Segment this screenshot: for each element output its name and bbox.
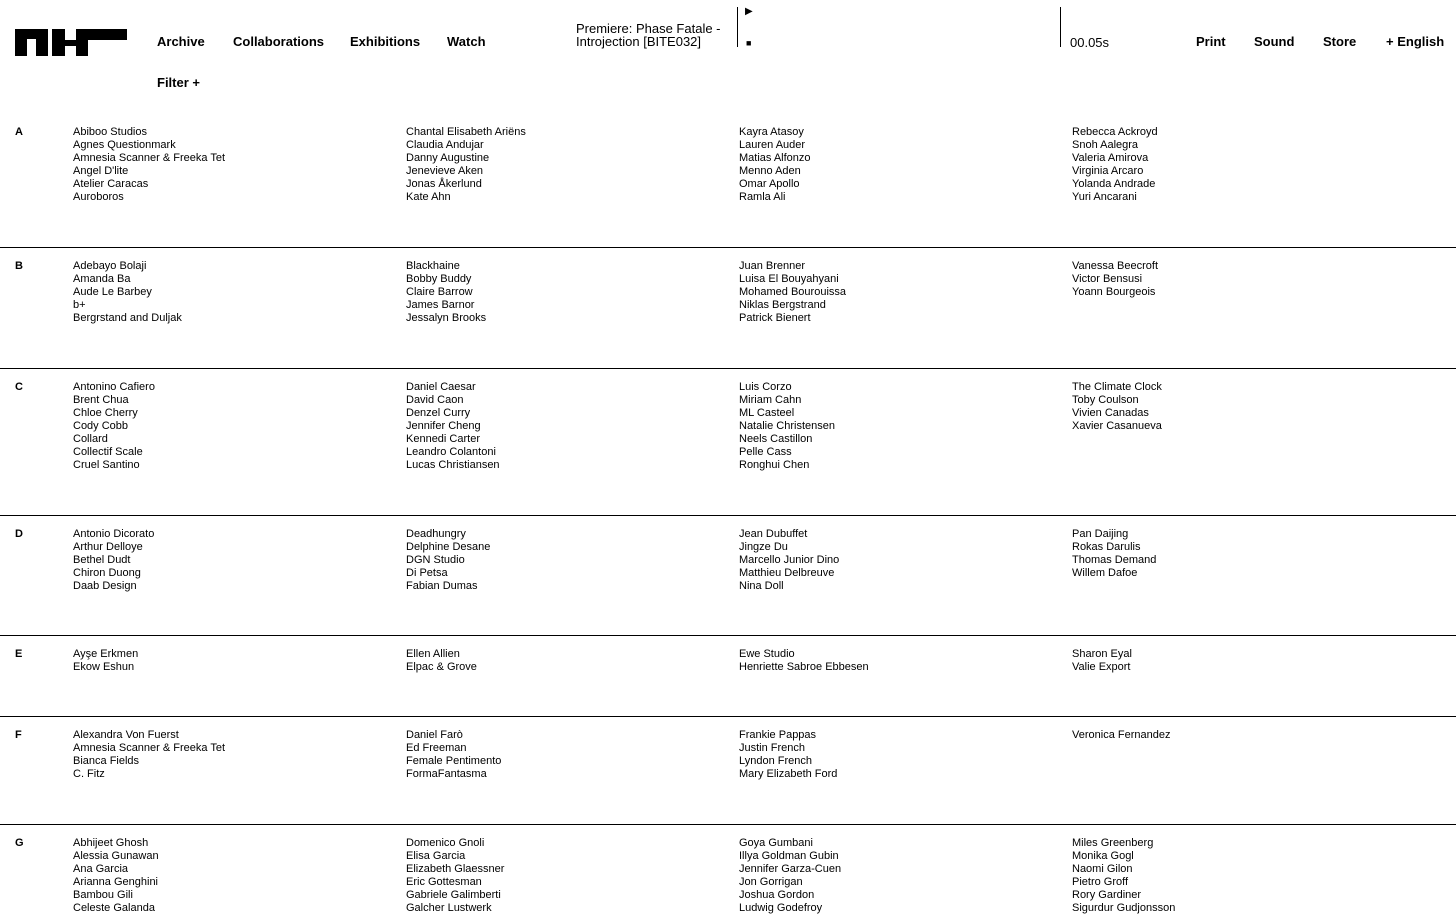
collaborator-link[interactable]: Angel D'lite <box>73 165 129 177</box>
collaborator-link[interactable]: Valeria Amirova <box>1072 152 1149 164</box>
collaborator-link[interactable]: Lyndon French <box>739 755 812 767</box>
collaborator-link[interactable]: Bethel Dudt <box>73 554 131 566</box>
collaborator-link[interactable]: Female Pentimento <box>406 755 502 767</box>
collaborator-link[interactable]: Amnesia Scanner & Freeka Tet <box>73 152 226 164</box>
collaborator-link[interactable]: Luis Corzo <box>739 381 792 393</box>
collaborator-link[interactable]: Daniel Caesar <box>406 381 476 393</box>
collaborator-link[interactable]: Matthieu Delbreuve <box>739 567 835 579</box>
collaborator-link[interactable]: Arianna Genghini <box>73 876 159 888</box>
collaborator-link[interactable]: Joshua Gordon <box>739 889 815 901</box>
collaborator-link[interactable]: Auroboros <box>73 191 124 203</box>
collaborator-link[interactable]: Pan Daijing <box>1072 528 1129 540</box>
collaborator-link[interactable]: Deadhungry <box>406 528 466 540</box>
collaborator-link[interactable]: Sigurdur Gudjonsson <box>1072 902 1176 914</box>
collaborator-link[interactable]: Frankie Pappas <box>739 729 817 741</box>
name-column <box>1072 837 1392 915</box>
collaborator-link[interactable]: Abhijeet Ghosh <box>73 837 149 849</box>
collaborator-link[interactable]: Bobby Buddy <box>406 273 472 285</box>
collaborator-link[interactable]: Jean Dubuffet <box>739 528 808 540</box>
collaborator-link[interactable]: Daab Design <box>73 580 137 592</box>
letter-heading: C <box>15 381 23 393</box>
collaborator-link[interactable]: Collectif Scale <box>73 446 143 458</box>
name-column <box>739 837 1059 915</box>
collaborator-link[interactable]: Omar Apollo <box>739 178 800 190</box>
collaborator-link[interactable]: Collard <box>73 433 108 445</box>
collaborator-link[interactable]: Naomi Gilon <box>1072 863 1133 875</box>
collaborator-link[interactable]: Elpac & Grove <box>406 661 477 673</box>
collaborator-link[interactable]: Natalie Christensen <box>739 420 835 432</box>
collaborator-link[interactable]: Antonino Cafiero <box>73 381 155 393</box>
collaborator-link[interactable]: Danny Augustine <box>406 152 490 164</box>
collaborator-link[interactable]: Pietro Groff <box>1072 876 1129 888</box>
collaborator-link[interactable]: Ed Freeman <box>406 742 467 754</box>
collaborator-link[interactable]: Cody Cobb <box>73 420 129 432</box>
collaborator-link[interactable]: Snoh Aalegra <box>1072 139 1139 151</box>
collaborator-link[interactable]: Claire Barrow <box>406 286 473 298</box>
collaborator-link[interactable]: Jennifer Garza-Cuen <box>739 863 842 875</box>
nav-print[interactable]: Print <box>1196 34 1226 49</box>
collaborator-link[interactable]: Leandro Colantoni <box>406 446 496 458</box>
collaborator-link[interactable]: Veronica Fernandez <box>1072 729 1171 741</box>
collaborator-link[interactable]: Di Petsa <box>406 567 448 579</box>
collaborator-link[interactable]: The Climate Clock <box>1072 381 1162 393</box>
collaborator-link[interactable]: Yoann Bourgeois <box>1072 286 1156 298</box>
collaborator-link[interactable]: Sharon Eyal <box>1072 648 1132 660</box>
collaborator-link[interactable]: Domenico Gnoli <box>406 837 485 849</box>
collaborator-link[interactable]: Denzel Curry <box>406 407 471 419</box>
collaborator-link[interactable]: Menno Aden <box>739 165 801 177</box>
collaborator-link[interactable]: b+ <box>73 299 86 311</box>
letter-heading: B <box>15 260 23 272</box>
letter-heading: F <box>15 729 22 741</box>
collaborator-link[interactable]: Ellen Allien <box>406 648 460 660</box>
collaborator-link[interactable]: Fabian Dumas <box>406 580 478 592</box>
collaborator-link[interactable]: Ayşe Erkmen <box>73 648 139 660</box>
collaborator-link[interactable]: Jennifer Cheng <box>406 420 481 432</box>
collaborator-link[interactable]: Juan Brenner <box>739 260 806 272</box>
nav-watch[interactable]: Watch <box>447 34 486 49</box>
collaborator-link[interactable]: Rokas Darulis <box>1072 541 1141 553</box>
collaborator-link[interactable]: Daniel Farò <box>406 729 463 741</box>
collaborator-link[interactable]: Ana Garcia <box>73 863 129 875</box>
collaborator-link[interactable]: Vivien Canadas <box>1072 407 1149 419</box>
collaborator-link[interactable]: DGN Studio <box>406 554 465 566</box>
collaborator-link[interactable]: Kennedi Carter <box>406 433 480 445</box>
collaborator-link[interactable]: Pelle Cass <box>739 446 792 458</box>
collaborator-link[interactable]: Mary Elizabeth Ford <box>739 768 838 780</box>
collaborator-link[interactable]: Delphine Desane <box>406 541 491 553</box>
language-switch[interactable]: + English <box>1386 34 1445 49</box>
player-timer: 00.05s <box>1070 35 1110 50</box>
now-playing-title[interactable]: Premiere: Phase Fatale - Introjection [BITE032] <box>576 21 721 49</box>
collaborator-link[interactable]: Elisa Garcia <box>406 850 466 862</box>
collaborator-link[interactable]: Jenevieve Aken <box>406 165 484 177</box>
collaborator-link[interactable]: Valie Export <box>1072 661 1131 673</box>
collaborator-link[interactable]: Miles Greenberg <box>1072 837 1154 849</box>
collaborator-link[interactable]: Antonio Dicorato <box>73 528 155 540</box>
collaborator-link[interactable]: Rebecca Ackroyd <box>1072 126 1158 138</box>
name-column <box>406 837 726 915</box>
collaborator-link[interactable]: Kate Ahn <box>406 191 451 203</box>
collaborator-link[interactable]: Matias Alfonzo <box>739 152 811 164</box>
letter-heading: A <box>15 126 23 138</box>
collaborator-link[interactable]: Willem Dafoe <box>1072 567 1138 579</box>
filter-toggle[interactable]: Filter + <box>157 75 200 90</box>
letter-heading: D <box>15 528 23 540</box>
collaborator-link[interactable]: Miriam Cahn <box>739 394 802 406</box>
collaborator-link[interactable]: Nina Doll <box>739 580 784 592</box>
letter-heading: E <box>15 648 23 660</box>
collaborator-link[interactable]: Patrick Bienert <box>739 312 811 324</box>
collaborator-link[interactable]: Xavier Casanueva <box>1072 420 1162 432</box>
collaborator-link[interactable]: Celeste Galanda <box>73 902 155 914</box>
collaborator-link[interactable]: Galcher Lustwerk <box>406 902 492 914</box>
nav-archive[interactable]: Archive <box>157 34 205 49</box>
collaborator-link[interactable]: C. Fitz <box>73 768 105 780</box>
collaborator-link[interactable]: Goya Gumbani <box>739 837 813 849</box>
collaborator-link[interactable]: Lucas Christiansen <box>406 459 500 471</box>
collaborator-link[interactable]: Aude Le Barbey <box>73 286 152 298</box>
collaborator-link[interactable]: Adebayo Bolaji <box>73 260 147 272</box>
nav-sound[interactable]: Sound <box>1254 34 1295 49</box>
collaborator-link[interactable]: ML Casteel <box>739 407 795 419</box>
collaborator-link[interactable]: Monika Gogl <box>1072 850 1134 862</box>
collaborator-link[interactable]: Illya Goldman Gubin <box>739 850 839 862</box>
collaborator-link[interactable]: Victor Bensusi <box>1072 273 1143 285</box>
collaborator-link[interactable]: Virginia Arcaro <box>1072 165 1144 177</box>
collaborator-link[interactable]: Atelier Caracas <box>73 178 149 190</box>
collaborator-link[interactable]: Marcello Junior Dino <box>739 554 840 566</box>
collaborator-link[interactable]: Ramla Ali <box>739 191 786 203</box>
nav-store[interactable]: Store <box>1323 34 1357 49</box>
collaborator-link[interactable]: Neels Castillon <box>739 433 813 445</box>
collaborator-link[interactable]: Bambou Gili <box>73 889 133 901</box>
collaborator-link[interactable]: Claudia Andujar <box>406 139 484 151</box>
collaborator-link[interactable]: Blackhaine <box>406 260 460 272</box>
nav-collaborations[interactable]: Collaborations <box>233 34 325 49</box>
collaborator-link[interactable]: Abiboo Studios <box>73 126 147 138</box>
collaborator-link[interactable]: Amnesia Scanner & Freeka Tet <box>73 742 226 754</box>
collaborator-link[interactable]: Vanessa Beecroft <box>1072 260 1159 272</box>
collaborator-link[interactable]: Eric Gottesman <box>406 876 482 888</box>
letter-heading: G <box>15 837 24 849</box>
collaborator-link[interactable]: Ronghui Chen <box>739 459 810 471</box>
collaborator-link[interactable]: Kayra Atasoy <box>739 126 804 138</box>
collaborator-link[interactable]: Bianca Fields <box>73 755 140 767</box>
collaborator-link[interactable]: Yolanda Andrade <box>1072 178 1156 190</box>
collaborator-link[interactable]: Luisa El Bouyahyani <box>739 273 839 285</box>
collaborator-link[interactable]: Gabriele Galimberti <box>406 889 501 901</box>
collaborator-link[interactable]: Arthur Delloye <box>73 541 143 553</box>
collaborator-link[interactable]: Bergrstand and Duljak <box>73 312 182 324</box>
collaborator-link[interactable]: Agnes Questionmark <box>73 139 176 151</box>
collaborator-link[interactable]: Niklas Bergstrand <box>739 299 826 311</box>
collaborator-link[interactable]: Chiron Duong <box>73 567 141 579</box>
collaborator-link[interactable]: Jon Gorrigan <box>739 876 803 888</box>
letter-section-g <box>0 711 1456 914</box>
collaborator-link[interactable]: Ludwig Godefroy <box>739 902 823 914</box>
stop-icon[interactable]: ■ <box>746 38 752 48</box>
collaborator-link[interactable]: Yuri Ancarani <box>1072 191 1137 203</box>
collaborator-link[interactable]: David Caon <box>406 394 464 406</box>
collaborator-link[interactable]: Henriette Sabroe Ebbesen <box>739 661 869 673</box>
collaborator-link[interactable]: Ewe Studio <box>739 648 795 660</box>
collaborator-link[interactable]: Lauren Auder <box>739 139 806 151</box>
collaborator-link[interactable]: Ekow Eshun <box>73 661 135 673</box>
collaborator-link[interactable]: FormaFantasma <box>406 768 487 780</box>
collaborator-link[interactable]: Jonas Åkerlund <box>406 178 482 190</box>
collaborator-link[interactable]: Thomas Demand <box>1072 554 1157 566</box>
collaborator-link[interactable]: Jingze Du <box>739 541 788 553</box>
collaborator-link[interactable]: Amanda Ba <box>73 273 131 285</box>
collaborator-link[interactable]: James Barnor <box>406 299 475 311</box>
collaborator-link[interactable]: Mohamed Bourouissa <box>739 286 847 298</box>
collaborator-link[interactable]: Toby Coulson <box>1072 394 1139 406</box>
collaborator-link[interactable]: Rory Gardiner <box>1072 889 1142 901</box>
nav-exhibitions[interactable]: Exhibitions <box>350 34 421 49</box>
play-icon[interactable]: ▶ <box>745 6 753 17</box>
name-column <box>73 837 393 915</box>
collaborator-link[interactable]: Justin French <box>739 742 806 754</box>
collaborator-link[interactable]: Jessalyn Brooks <box>406 312 487 324</box>
collaborator-link[interactable]: Elizabeth Glaessner <box>406 863 505 875</box>
collaborator-link[interactable]: Chantal Elisabeth Ariëns <box>406 126 526 138</box>
collaborator-link[interactable]: Alexandra Von Fuerst <box>73 729 179 741</box>
collaborator-link[interactable]: Cruel Santino <box>73 459 140 471</box>
collaborator-link[interactable]: Alessia Gunawan <box>73 850 159 862</box>
collaborator-link[interactable]: Chloe Cherry <box>73 407 138 419</box>
collaborator-link[interactable]: Brent Chua <box>73 394 129 406</box>
